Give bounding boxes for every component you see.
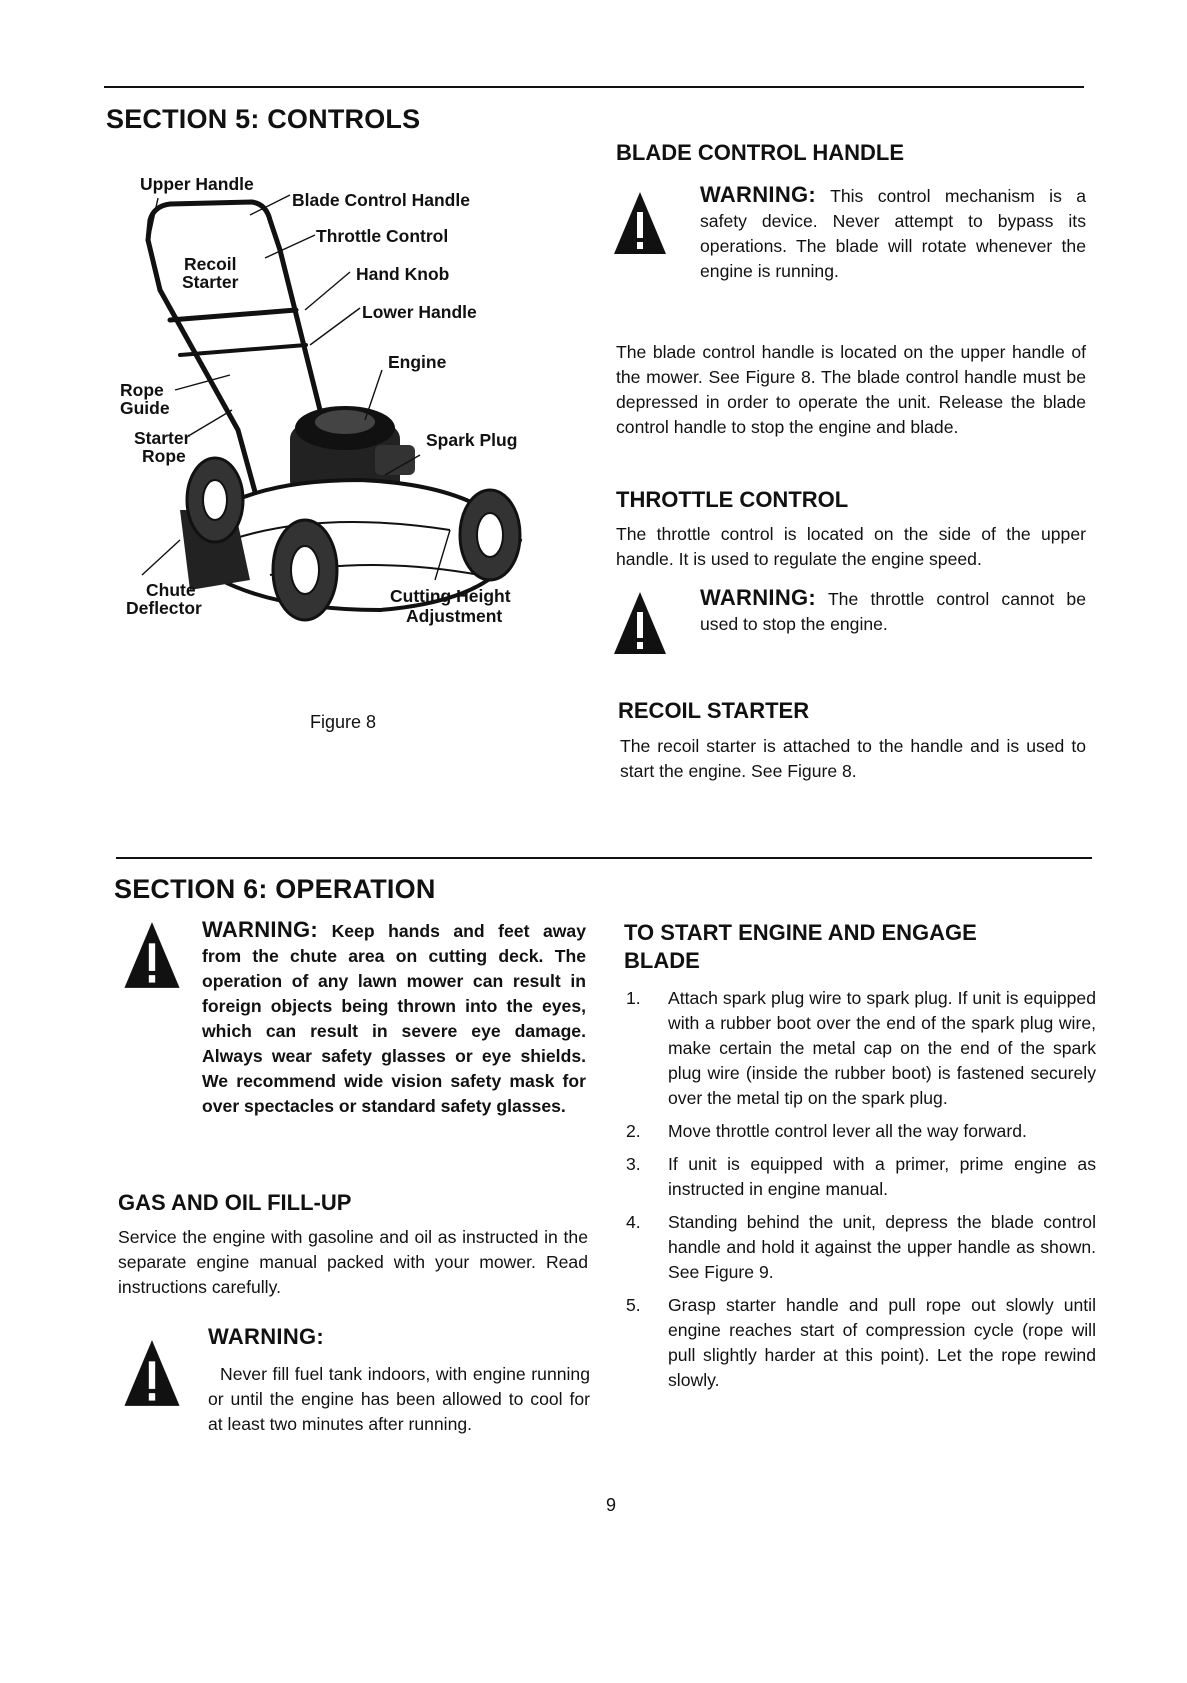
- label-cutting-height: Cutting Height: [390, 586, 511, 606]
- step-item: 4. Standing behind the unit, depress the blade control handle and hold it against the upper handle as shown. See Figure 9.: [626, 1212, 1096, 1282]
- warning-label: WARNING:: [700, 182, 817, 207]
- label-chute: Chute: [146, 580, 196, 600]
- label-deflector: Deflector: [126, 598, 202, 618]
- warning-triangle-icon: [612, 190, 668, 256]
- section5-rule: [104, 86, 1084, 88]
- label-spark-plug: Spark Plug: [426, 430, 518, 450]
- throttle-heading: THROTTLE CONTROL: [616, 487, 849, 512]
- section5-title: SECTION 5: CONTROLS: [106, 104, 421, 134]
- step-item: 2. Move throttle control lever all the way forward.: [626, 1121, 1027, 1141]
- page-number: 9: [606, 1495, 617, 1515]
- figure-8: [120, 174, 580, 700]
- warning-triangle-icon: [122, 1338, 182, 1408]
- label-blade-control-handle: Blade Control Handle: [292, 190, 470, 210]
- section6-rule: [116, 857, 1092, 859]
- front-wheel-left: [273, 520, 337, 620]
- warning-triangle-icon: [612, 590, 668, 656]
- label-starter-rope-1: Starter: [134, 428, 191, 448]
- label-rope: Rope: [120, 380, 164, 400]
- figure-8-caption: Figure 8: [310, 712, 377, 732]
- label-engine: Engine: [388, 352, 447, 372]
- label-throttle-control: Throttle Control: [316, 226, 449, 246]
- recoil-body: The recoil starter is attached to the handle and is used to start the engine. See Figure 8.: [620, 736, 1086, 781]
- rear-wheel-right: [460, 490, 520, 580]
- blade-control-warning: WARNING: This control mechanism is a safety device. Never attempt to bypass its operations. The blade will rotate whenever the engine is running.: [700, 182, 1086, 281]
- warning-label: WARNING:: [202, 917, 319, 942]
- label-upper-handle: Upper Handle: [140, 174, 254, 194]
- start-engine-steps: [626, 986, 1096, 1401]
- label-recoil: Recoil: [184, 254, 237, 274]
- warning-triangle-icon: [122, 920, 182, 990]
- recoil-heading: RECOIL STARTER: [618, 698, 810, 723]
- throttle-warning: WARNING: The throttle control cannot be used to stop the engine.: [700, 585, 1086, 634]
- label-starter: Starter: [182, 272, 239, 292]
- label-hand-knob: Hand Knob: [356, 264, 450, 284]
- throttle-body: The throttle control is located on the side of the upper handle. It is used to regulate the engine speed.: [616, 524, 1086, 569]
- label-starter-rope-2: Rope: [142, 446, 186, 466]
- section6-title: SECTION 6: OPERATION: [114, 874, 436, 904]
- gas-oil-warning-text: Never fill fuel tank indoors, with engine running or until the engine has been allowed to cool for at least two minutes after running.: [208, 1364, 590, 1434]
- start-engine-heading-2: BLADE: [624, 948, 700, 973]
- blade-control-heading: BLADE CONTROL HANDLE: [616, 140, 905, 165]
- step-item: 3. If unit is equipped with a primer, prime engine as instructed in engine manual.: [626, 1154, 1096, 1199]
- label-adjustment: Adjustment: [406, 606, 503, 626]
- rear-wheel-left: [187, 458, 243, 542]
- gas-oil-body: Service the engine with gasoline and oil as instructed in the separate engine manual packed with your mower. Read instructions carefully.: [118, 1227, 588, 1297]
- blade-control-body: The blade control handle is located on the upper handle of the mower. See Figure 8. The blade control handle must be depressed in order to operate the unit. Release the blade control handle to stop the engine and blade.: [616, 342, 1086, 437]
- warning-label: WARNING:: [700, 585, 817, 610]
- operation-warning: WARNING: Keep hands and feet away from the chute area on cutting deck. The operation of any lawn mower can result in foreign objects being thrown into the eyes, which can result in severe eye damage. Always wear safety glasses or eye shields. We recommend wide vision safety mask for over spectacles or standard safety glasses.: [202, 917, 586, 1116]
- gas-oil-heading: GAS AND OIL FILL-UP: [118, 1190, 352, 1215]
- gas-oil-warning-label: WARNING:: [208, 1324, 325, 1349]
- label-guide: Guide: [120, 398, 170, 418]
- step-item: 1. Attach spark plug wire to spark plug. If unit is equipped with a rubber boot over the end of the spark plug wire, make certain the metal cap on the end of the spark plug wire (inside the rubber boot) is fastened securely over the metal tip on the spark plug.: [626, 988, 1096, 1108]
- step-item: 5. Grasp starter handle and pull rope out slowly until engine reaches start of compression cycle (rope will pull slightly harder at this point). Let the rope rewind slowly.: [626, 1295, 1096, 1390]
- label-lower-handle: Lower Handle: [362, 302, 477, 322]
- start-engine-heading-1: TO START ENGINE AND ENGAGE: [624, 920, 977, 945]
